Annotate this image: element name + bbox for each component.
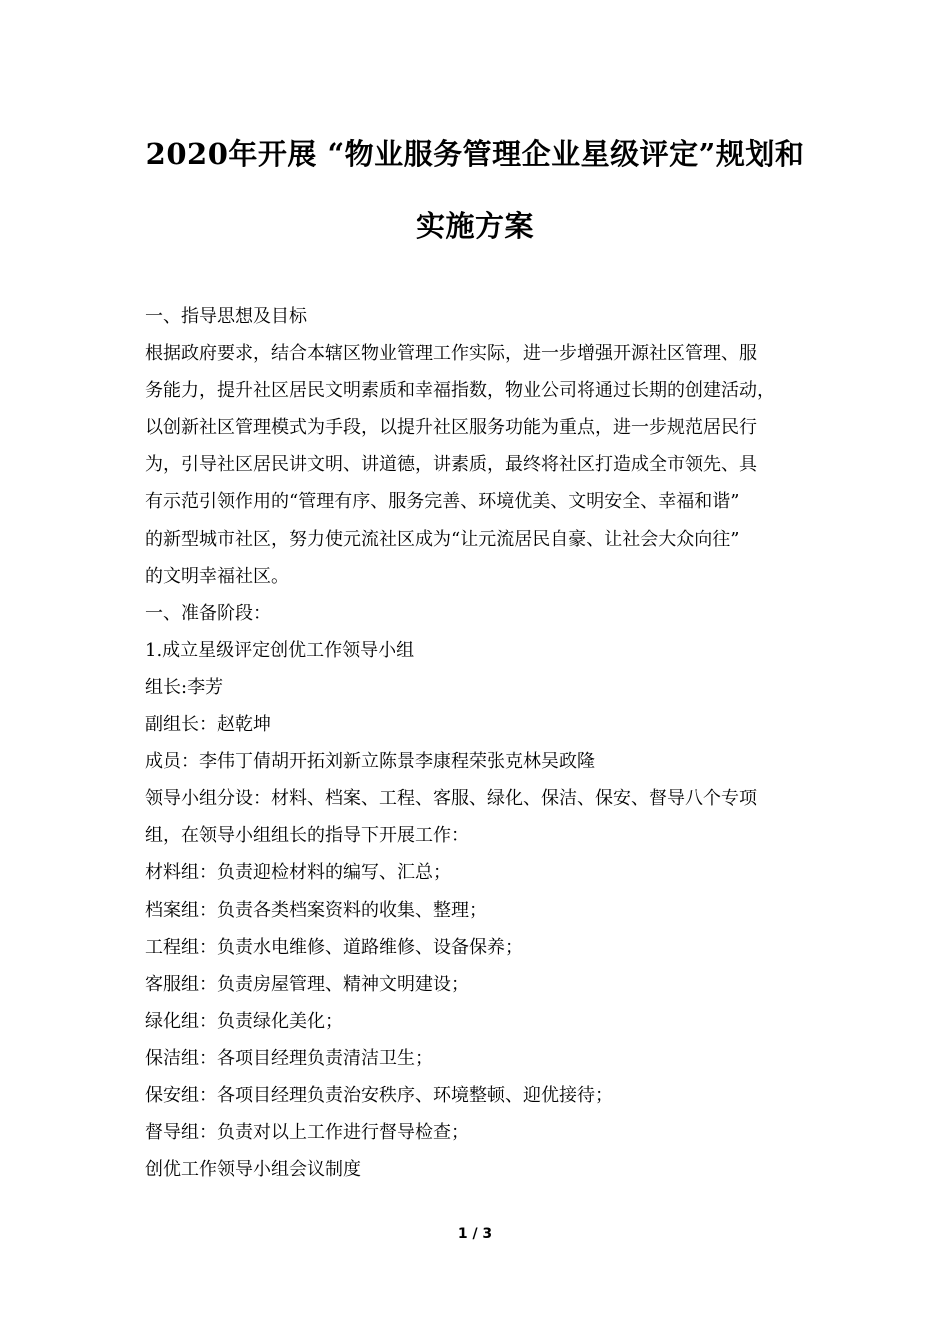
list-item: 1.成立星级评定创优工作领导小组 <box>145 639 415 661</box>
list-item: 绿化组：负责绿化美化； <box>145 1010 343 1032</box>
document-title-line-1: 2020年开展 “物业服务管理企业星级评定”规划和 <box>145 137 805 171</box>
paragraph-line: 领导小组分设：材料、档案、工程、客服、绿化、保洁、保安、督导八个专项 <box>145 788 757 810</box>
document-body <box>145 298 815 1188</box>
list-item: 工程组：负责水电维修、道路维修、设备保养； <box>145 936 523 958</box>
list-item: 创优工作领导小组会议制度 <box>145 1159 361 1181</box>
list-item: 保洁组：各项目经理负责清洁卫生； <box>145 1047 433 1069</box>
list-item: 客服组：负责房屋管理、精神文明建设； <box>145 973 469 995</box>
list-item: 督导组：负责对以上工作进行督导检查； <box>145 1122 469 1144</box>
paragraph-line: 以创新社区管理模式为手段，以提升社区服务功能为重点，进一步规范居民行 <box>145 417 757 439</box>
list-item: 档案组：负责各类档案资料的收集、整理； <box>145 899 487 921</box>
paragraph-line: 为，引导社区居民讲文明、讲道德，讲素质，最终将社区打造成全市领先、具 <box>145 454 757 476</box>
list-item: 组长:李芳 <box>145 676 224 698</box>
list-item: 保安组：各项目经理负责治安秩序、环境整顿、迎优接待； <box>145 1084 613 1106</box>
paragraph-line: 的新型城市社区，努力使元流社区成为“让元流居民自豪、让社会大众向往” <box>145 528 740 550</box>
section-heading: 一、准备阶段： <box>145 602 271 624</box>
page-number: 1 / 3 <box>457 1226 493 1242</box>
paragraph-line: 的文明幸福社区。 <box>145 565 289 587</box>
list-item: 成员：李伟丁倩胡开拓刘新立陈景李康程荣张克林吴政隆 <box>145 751 595 773</box>
paragraph-line: 有示范引领作用的“管理有序、服务完善、环境优美、文明安全、幸福和谐” <box>145 491 740 513</box>
paragraph-line: 组，在领导小组组长的指导下开展工作： <box>145 825 469 847</box>
paragraph-line: 根据政府要求，结合本辖区物业管理工作实际，进一步增强开源社区管理、服 <box>145 343 757 365</box>
section-heading: 一、指导思想及目标 <box>145 306 307 327</box>
document-title-line-2: 实施方案 <box>415 209 534 243</box>
list-item: 材料组：负责迎检材料的编写、汇总； <box>145 862 451 884</box>
list-item: 副组长：赵乾坤 <box>145 714 271 736</box>
paragraph-line: 务能力，提升社区居民文明素质和幸福指数，物业公司将通过长期的创建活动， <box>145 380 775 402</box>
